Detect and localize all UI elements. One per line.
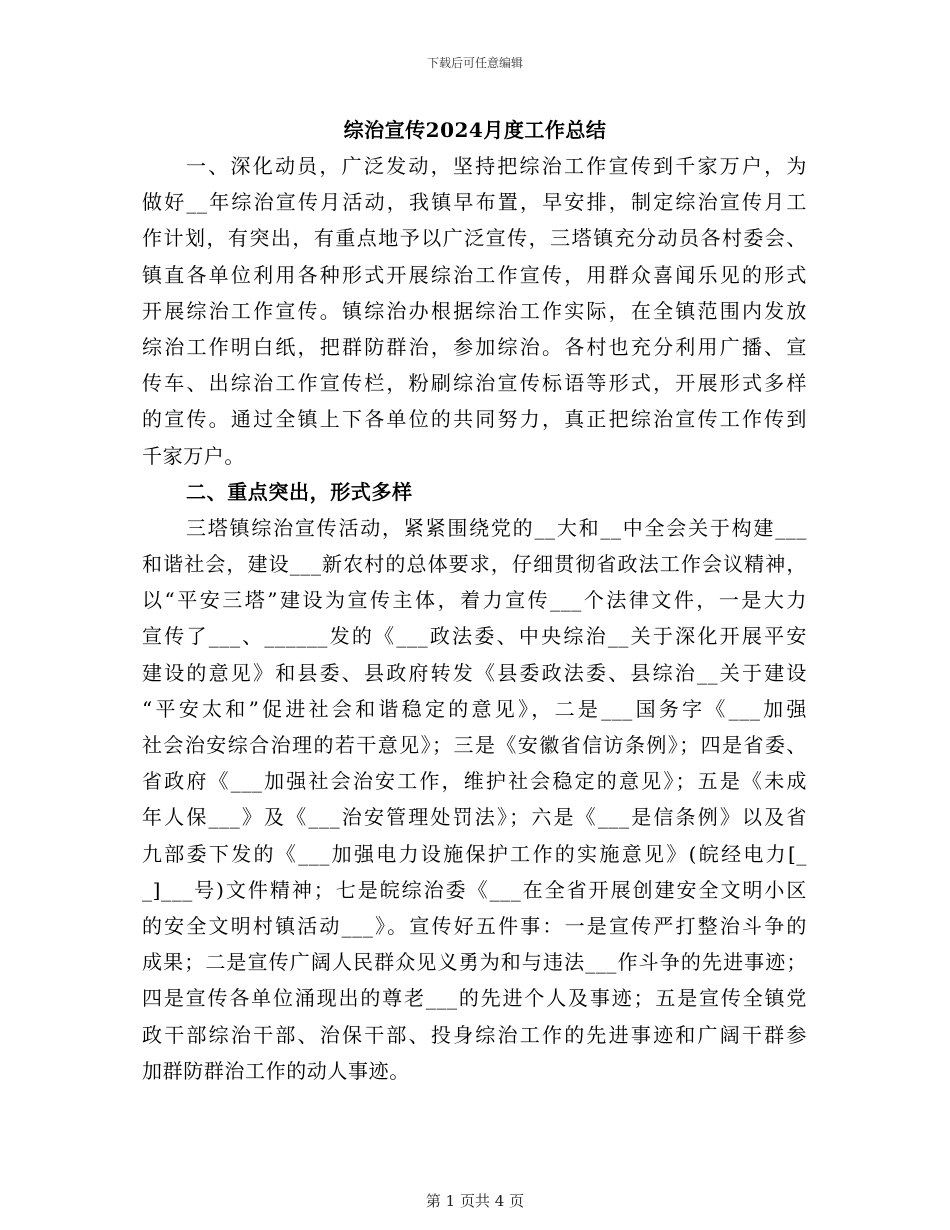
text-line: 千家万户。 xyxy=(142,443,245,468)
page-footer: 第 1 页共 4 页 xyxy=(425,1192,525,1210)
text-line: 镇直各单位利用各种形式开展综治工作宣传，用群众喜闻乐见的形式 xyxy=(142,262,807,287)
text-line: 建设的意见》和县委、县政府转发《县委政法委、县综治__关于建设 xyxy=(142,660,807,685)
text-line: 以“平安三塔”建设为宣传主体，着力宣传___个法律文件，一是大力 xyxy=(142,588,807,613)
text-line: 作计划，有突出，有重点地予以广泛宣传，三塔镇充分动员各村委会、 xyxy=(142,226,807,251)
text-line: 宣传了___、______发的《___政法委、中央综治__关于深化开展平安 xyxy=(142,624,807,649)
text-line: 开展综治工作宣传。镇综治办根据综治工作实际，在全镇范围内发放 xyxy=(142,298,807,323)
text-line: 做好__年综治宣传月活动，我镇早布置，早安排，制定综治宣传月工 xyxy=(142,190,807,215)
document-title: 综治宣传2024月度工作总结 xyxy=(343,118,607,142)
text-line: 社会治安综合治理的若干意见》；三是《安徽省信访条例》；四是省委、 xyxy=(142,733,807,757)
text-line: 年人保___》及《___治安管理处罚法》；六是《___是信条例》以及省 xyxy=(142,805,807,830)
text-line: 的安全文明村镇活动___》。宣传好五件事：一是宣传严打整治斗争的 xyxy=(142,913,807,938)
text-line: _]___号)文件精神；七是皖综治委《___在全省开展创建安全文明小区 xyxy=(142,877,807,902)
text-line: 九部委下发的《___加强电力设施保护工作的实施意见》(皖经电力[_ xyxy=(142,841,807,866)
header-note: 下载后可任意编辑 xyxy=(426,56,523,70)
text-line: 传车、出综治工作宣传栏，粉刷综治宣传标语等形式，开展形式多样 xyxy=(142,371,807,396)
section-heading: 二、重点突出，形式多样 xyxy=(186,479,413,504)
text-line: 四是宣传各单位涌现出的尊老___的先进个人及事迹；五是宣传全镇党 xyxy=(142,986,807,1011)
text-line: “平安太和”促进社会和谐稳定的意见》，二是___国务字《___加强 xyxy=(142,696,807,721)
text-line: 加群防群治工作的动人事迹。 xyxy=(142,1058,410,1083)
text-line: 三塔镇综治宣传活动，紧紧围绕党的__大和__中全会关于构建___ xyxy=(186,515,807,540)
text-line: 一、深化动员，广泛发动，坚持把综治工作宣传到千家万户，为 xyxy=(186,154,807,178)
text-line: 政干部综治干部、治保干部、投身综治工作的先进事迹和广阔干群参 xyxy=(142,1022,807,1047)
text-line: 省政府《___加强社会治安工作，维护社会稳定的意见》；五是《未成 xyxy=(142,769,807,794)
text-line: 的宣传。通过全镇上下各单位的共同努力，真正把综治宣传工作传到 xyxy=(142,407,807,432)
text-line: 综治工作明白纸，把群防群治，参加综治。各村也充分利用广播、宣 xyxy=(142,334,807,359)
text-line: 成果；二是宣传广阔人民群众见义勇为和与违法___作斗争的先进事迹； xyxy=(142,950,807,975)
text-line: 和谐社会，建设___新农村的总体要求，仔细贯彻省政法工作会议精神， xyxy=(142,552,807,577)
document-body xyxy=(142,148,807,1089)
